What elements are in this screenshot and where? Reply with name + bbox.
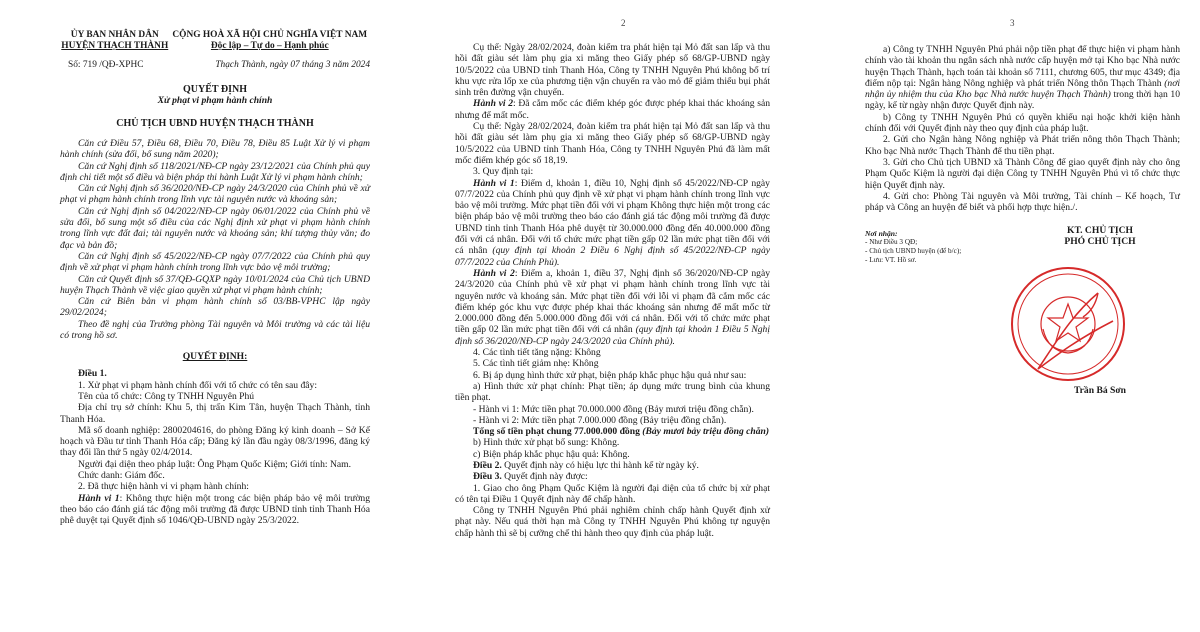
- violation-2-label: Hành vi 2: [473, 98, 513, 110]
- signer-name: Trần Bá Sơn: [1073, 385, 1127, 397]
- body-paragraph: b) Công ty TNHH Nguyên Phú có quyền khiếu nại hoặc khởi kiện hành chính đối với Quyết định này theo quy định của pháp luật.: [865, 111, 1180, 135]
- body-paragraph: 3. Quy định tại:: [473, 166, 534, 178]
- legal-basis-item: Căn cứ Quyết định số 37/QĐ-GQXP ngày 10/01/2024 của Chủ tịch UBND huyện Thạch Thành về việc giao quyền xử phạt vi phạm hành chính;: [60, 273, 370, 296]
- payment-note: (nơi nhận ủy nhiệm thu của Kho bạc Nhà nước huyện Thạch Thành): [865, 77, 1180, 101]
- signer-title: [1035, 225, 1165, 247]
- decision-title: QUYẾT ĐỊNH: [183, 84, 247, 95]
- article-1-heading: Điều 1.: [78, 368, 107, 380]
- article-2-label: Điều 2.: [473, 459, 502, 471]
- recipient-item: - Chủ tịch UBND huyện (để b/c);: [865, 247, 962, 256]
- total-fine-amount: Tổng số tiền phạt chung 77.000.000 đồng: [473, 426, 643, 438]
- body-paragraph: Cụ thể: Ngày 28/02/2024, đoàn kiểm tra phát hiện tại Mỏ đất san lấp và thu hồi đất giàu sét làm phụ gia xi măng theo Giấy phép số 68/GP-UBND ngày 10/5/2022 của UBND tỉnh Thanh Hóa, Công ty TNHH Nguyên Phú không bố trí khu vực rửa lốp xe của phương tiện vận chuyển ra vào mỏ để giảm thiểu bụi phát sinh trên đường vận chuyển.: [455, 42, 770, 99]
- legal-bases: [60, 138, 370, 341]
- decision-heading: QUYẾT ĐỊNH:: [182, 351, 248, 363]
- total-fine: [455, 426, 770, 437]
- regulation-1-label: Hành vi 1: [473, 177, 515, 189]
- body-paragraph: Cụ thể: Ngày 28/02/2024, đoàn kiểm tra phát hiện tại Mỏ đất san lấp và thu hồi đất giàu sét làm phụ gia xi măng theo Giấy phép số 68/GP-UBND ngày 10/5/2022 của UBND tỉnh Thanh Hóa, Công ty TNHH Nguyên Phú đã làm mất mốc điểm khép góc số 18,19.: [455, 121, 770, 166]
- recipients-heading: Nơi nhận:: [865, 229, 898, 239]
- issuing-authority: CHỦ TỊCH UBND HUYỆN THẠCH THÀNH: [116, 118, 314, 129]
- violation-2: [455, 98, 770, 121]
- national-motto: Độc lập – Tự do – Hạnh phúc: [210, 41, 329, 51]
- regulation-1: [455, 178, 770, 268]
- article-2-text: Quyết định này có hiệu lực thi hành kể từ ngày ký.: [501, 459, 699, 471]
- body-paragraph: Công ty TNHH Nguyên Phú phải nghiêm chỉnh chấp hành Quyết định xử phạt này. Nếu quá thời hạn mà Công ty TNHH Nguyên Phú không tự nguyện chấp hành thì sẽ bị cưỡng chế thi hành theo quy định của pháp luật.: [455, 505, 770, 539]
- body-paragraph: Chức danh: Giám đốc.: [78, 470, 165, 482]
- document-header: [60, 30, 370, 52]
- document-page-2: [400, 0, 800, 632]
- total-fine-words: (Bảy mươi bảy triệu đồng chẵn): [642, 426, 770, 438]
- signer-title-line-1: KT. CHỦ TỊCH: [1066, 225, 1133, 237]
- legal-basis-item: Căn cứ Biên bản vi phạm hành chính số 03/BB-VPHC lập ngày 29/02/2024;: [60, 296, 370, 319]
- violation-2-text: : Đã cắm mốc các điểm khép góc được phép khai thác khoáng sản nhưng để mất mốc.: [455, 98, 770, 121]
- legal-basis-item: Căn cứ Nghị định số 04/2022/NĐ-CP ngày 06/01/2022 của Chính phủ về sửa đổi, bổ sung một số điều của các Nghị định xử phạt vi phạm hành chính trong lĩnh vực đất đai; tài nguyên nước và khoáng sản; khí tượng thủy văn; đo đạc và bản đồ;: [60, 205, 370, 251]
- decision-number: Số: 719 /QĐ-XPHC: [68, 60, 144, 70]
- fine-line-2: - Hành vi 2: Mức tiền phạt 7.000.000 đồng (Bảy triệu đồng chẵn).: [473, 414, 727, 426]
- body-paragraph: 4. Gửi cho: Phòng Tài nguyên và Môi trường, Tài chính – Kế hoạch, Tư pháp và Công an huyện để biết và phối hợp thực hiện./.: [865, 190, 1180, 214]
- signature-block: [865, 213, 1180, 513]
- legal-basis-item: Căn cứ Điều 57, Điều 68, Điều 70, Điều 78, Điều 85 Luật Xử lý vi phạm hành chính (sửa đổi, bổ sung năm 2020);: [60, 138, 370, 161]
- body-paragraph: Tên của tổ chức: Công ty TNHH Nguyên Phú: [78, 390, 255, 402]
- regulation-2-note: (quy định tại khoản 1 Điều 5 Nghị định số 36/2020/NĐ-CP ngày 24/3/2020 của Chính phủ).: [455, 324, 771, 347]
- signer-title-line-2: PHÓ CHỦ TỊCH: [1064, 236, 1136, 248]
- body-paragraph: 2. Đã thực hiện hành vi vi phạm hành chính:: [78, 481, 249, 493]
- article-3: [455, 471, 770, 482]
- body-paragraph: Địa chỉ trụ sở chính: Khu 5, thị trấn Kim Tân, huyện Thạch Thành, tỉnh Thanh Hóa.: [60, 402, 370, 425]
- legal-basis-item: Theo đề nghị của Trưởng phòng Tài nguyên và Môi trường và các tài liệu có trong hồ sơ.: [60, 318, 370, 342]
- body-paragraph: b) Hình thức xử phạt bổ sung: Không.: [473, 437, 620, 449]
- regulation-1-note: (quy định tại khoản 2 Điều 6 Nghị định số 45/2022/NĐ-CP ngày 07/7/2022 của Chính Phủ).: [455, 245, 770, 268]
- body-paragraph: 5. Các tình tiết giảm nhẹ: Không: [473, 358, 599, 370]
- legal-basis-item: Căn cứ Nghị định số 118/2021/NĐ-CP ngày 23/12/2021 của Chính phủ quy định chi tiết một số điều và biện pháp thi hành Luật Xử lý vi phạm hành chính;: [60, 160, 370, 183]
- recipient-item: - Như Điều 3 QĐ;: [865, 238, 918, 247]
- body-paragraph: 6. Bị áp dụng hình thức xử phạt, biện pháp khắc phục hậu quả như sau:: [473, 369, 747, 381]
- recipients-list: [865, 229, 961, 265]
- page-number: 3: [1010, 18, 1015, 28]
- body-paragraph: Người đại diện theo pháp luật: Ông Phạm Quốc Kiệm; Giới tính: Nam.: [78, 458, 352, 470]
- issuer-line-2: HUYỆN THẠCH THÀNH: [61, 41, 169, 51]
- body-paragraph: 3. Gửi cho Chủ tịch UBND xã Thành Công để giao quyết định này cho ông Phạm Quốc Kiệm là người đại diện Công ty TNHH Nguyên Phú vì tổ chức thực hiện Quyết định này.: [865, 156, 1180, 191]
- issuer-line-1: ỦY BAN NHÂN DÂN: [70, 30, 159, 40]
- fine-line-1: - Hành vi 1: Mức tiền phạt 70.000.000 đồng (Bảy mươi triệu đồng chẵn).: [473, 403, 754, 415]
- article-3-text: Quyết định này được:: [501, 471, 588, 483]
- payment-instruction: [865, 44, 1180, 112]
- article-2: [455, 460, 770, 471]
- body-paragraph: 4. Các tình tiết tăng nặng: Không: [473, 347, 601, 359]
- decision-date: Thạch Thành, ngày 07 tháng 3 năm 2024: [215, 60, 370, 70]
- body-paragraph: a) Hình thức xử phạt chính: Phạt tiền; áp dụng mức trung bình của khung tiền phạt.: [455, 380, 770, 404]
- regulation-2: [455, 268, 770, 347]
- payment-text: a) Công ty TNHH Nguyên Phú phải nộp tiền phạt để thực hiện vi phạm hành chính vào tài khoản thu ngân sách nhà nước cấp huyện mở tại Kho bạc Nhà nước huyện Thạch Thành, hạch toán tài khoản số 7111, chương 605, thư mục 4349; địa điểm nộp tại: Ngân hàng Nông nghiệp và phát triển Nông thôn Thạch Thành: [865, 44, 1180, 89]
- body-paragraph: c) Biện pháp khắc phục hậu quả: Không.: [473, 448, 630, 460]
- body-paragraph: 1. Xử phạt vi phạm hành chính đối với tổ chức có tên sau đây:: [78, 379, 318, 391]
- violation-1-label: Hành vi 1: [78, 492, 120, 504]
- body-paragraph: 1. Giao cho ông Phạm Quốc Kiệm là người đại diện của tổ chức bị xử phạt có tên tại Điều 1 Quyết định này để chấp hành.: [455, 482, 770, 505]
- article-3-label: Điều 3.: [473, 471, 502, 483]
- official-seal-icon: [1003, 259, 1133, 389]
- decision-subtitle: Xử phạt vi phạm hành chính: [157, 95, 273, 106]
- payment-tail: trong thời hạn 10 ngày, kể từ ngày nhận được Quyết định này.: [865, 89, 1180, 112]
- violation-1: [60, 493, 370, 527]
- legal-basis-item: Căn cứ Nghị định số 45/2022/NĐ-CP ngày 07/7/2022 của Chính phủ quy định về xử phạt vi phạm hành chính trong lĩnh vực bảo vệ môi trường;: [60, 250, 370, 274]
- page-number: 2: [621, 18, 626, 28]
- national-title: CỘNG HOÀ XÃ HỘI CHỦ NGHĨA VIỆT NAM: [172, 30, 368, 40]
- document-page-3: [800, 0, 1200, 632]
- body-paragraph: Mã số doanh nghiệp: 2800204616, do phòng Đăng ký kinh doanh – Sở Kế hoạch và Đầu tư tỉnh Thanh Hóa cấp; Đăng ký lần đầu ngày 08/3/1996, đăng ký thay đổi lần thứ 5 ngày 02/4/2014.: [60, 424, 370, 459]
- regulation-2-text: : Điểm a, khoản 1, điều 37, Nghị định số 36/2020/NĐ-CP ngày 24/3/2020 của Chính phủ về xử phạt vi phạm hành chính trong lĩnh vực tài nguyên nước và khoáng sản. Mức phạt tiền đối với lỗi vi phạm đã cắm mốc các điểm khép góc khu vực được phép khai thác khoáng sản nhưng để mất mốc từ 2.000.000 đồng đến 5.000.000 đồng đối với cá nhân. Đối với tổ chức mức phạt tiền gấp 02 lần mức phạt tiền đối với cá nhân: [455, 267, 770, 336]
- recipient-item: - Lưu: VT. Hồ sơ.: [865, 256, 917, 265]
- body-paragraph: 2. Gửi cho Ngân hàng Nông nghiệp và Phát triển nông thôn Thạch Thành; Kho bạc Nhà nước Thạch Thành để thu tiền phạt.: [865, 134, 1180, 157]
- regulation-2-label: Hành vi 2: [473, 267, 515, 279]
- document-page-1: [0, 0, 400, 632]
- violation-1-text: : Không thực hiện một trong các biện pháp bảo vệ môi trường theo báo cáo đánh giá tác động môi trường đã được UBND tỉnh tỉnh Thanh Hóa phê duyệt tại Quyết định số 1046/QĐ-UBND ngày 25/3/2022.: [60, 492, 370, 527]
- legal-basis-item: Căn cứ Nghị định số 36/2020/NĐ-CP ngày 24/3/2020 của Chính phủ về xử phạt vi phạm hành chính trong lĩnh vực tài nguyên nước và khoáng sản;: [60, 183, 370, 206]
- regulation-1-text: : Điểm d, khoản 1, điều 10, Nghị định số 45/2022/NĐ-CP ngày 07/7/2022 của Chính phủ quy định về xử phạt vi phạm hành chính trong lĩnh vực bảo vệ môi trường. Mức phạt tiền đối với vi phạm Không thực hiện một trong các biện pháp bảo vệ môi trường theo báo cáo đánh giá tác động môi trường đã được UBND tỉnh tỉnh Thanh Hóa phê duyệt từ 30.000.000 đồng đến 40.000.000 đồng đối với cá nhân. Đối với tổ chức mức phạt tiền gấp 02 lần mức phạt tiền đối với cá nhân: [455, 177, 770, 257]
